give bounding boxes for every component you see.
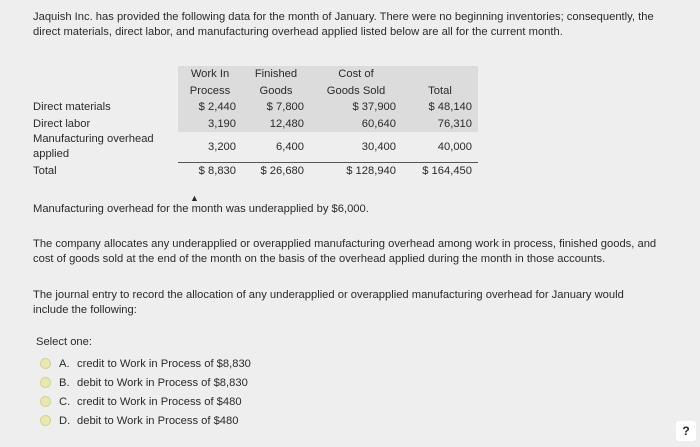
header-cell <box>402 66 478 83</box>
option-d[interactable] <box>40 411 251 430</box>
radio-button-icon[interactable] <box>40 377 51 388</box>
table-cell: $ 164,450 <box>402 162 478 179</box>
row-label: Manufacturing overhead applied <box>33 133 154 160</box>
option-letter: B. <box>59 376 70 389</box>
option-text: credit to Work in Process of $8,830 <box>77 357 251 370</box>
option-text: debit to Work in Process of $480 <box>77 414 239 427</box>
row-label: Total <box>33 164 57 177</box>
help-button[interactable]: ? <box>676 421 696 441</box>
allocation-paragraph: The company allocates any underapplied or overapplied manufacturing overhead among work in process, finished goods, and cost of goods sold at the end of the month on the basis of the overhead applied during the month in those accounts. <box>33 238 657 265</box>
select-one-label: Select one: <box>36 336 92 348</box>
header-cell: Process <box>178 83 242 100</box>
header-cell: Cost of <box>310 66 402 83</box>
cost-data-table <box>33 66 478 179</box>
header-cell: Total <box>402 83 478 100</box>
table-cell: $ 48,140 <box>402 99 478 116</box>
header-cell: Work In <box>178 66 242 83</box>
table-row <box>33 99 478 116</box>
table-cell: 3,200 <box>208 140 236 153</box>
row-label: Direct materials <box>33 101 111 114</box>
option-b[interactable] <box>40 373 251 392</box>
radio-button-icon[interactable] <box>40 358 51 369</box>
table-cell: $ 7,800 <box>242 99 310 116</box>
table-cell: $ 37,900 <box>310 99 402 116</box>
intro-paragraph: Jaquish Inc. has provided the following data for the month of January. There were no beginning inventories; consequently, the direct materials, direct labor, and manufacturing overhead applied listed below are all for the current month. <box>33 11 654 38</box>
radio-button-icon[interactable] <box>40 415 51 426</box>
table-cell: 6,400 <box>276 140 304 153</box>
table-header-row <box>33 83 478 100</box>
table-cell: $ 8,830 <box>178 162 242 179</box>
table-cell: 76,310 <box>402 116 478 133</box>
mouse-cursor-icon: ▲ <box>190 193 199 203</box>
header-cell: Goods Sold <box>310 83 402 100</box>
option-text: credit to Work in Process of $480 <box>77 395 242 408</box>
option-c[interactable] <box>40 392 251 411</box>
option-letter: D. <box>59 414 71 427</box>
table-header-row <box>33 66 478 83</box>
table-cell: 40,000 <box>437 140 472 153</box>
option-a[interactable] <box>40 354 251 373</box>
option-text: debit to Work in Process of $8,830 <box>77 376 248 389</box>
table-cell: 30,400 <box>361 140 396 153</box>
radio-button-icon[interactable] <box>40 396 51 407</box>
underapplied-statement: Manufacturing overhead for the month was underapplied by $6,000. <box>33 203 369 215</box>
table-cell: $ 128,940 <box>310 162 402 179</box>
header-cell: Finished <box>242 66 310 83</box>
option-letter: C. <box>59 395 71 408</box>
table-row-total <box>33 162 478 179</box>
row-label: Direct labor <box>33 117 91 130</box>
table-cell: $ 26,680 <box>242 162 310 179</box>
answer-options <box>36 336 251 430</box>
table-cell: $ 2,440 <box>178 99 242 116</box>
option-letter: A. <box>59 357 70 370</box>
header-cell: Goods <box>242 83 310 100</box>
question-prompt: The journal entry to record the allocation of any underapplied or overapplied manufacturing overhead for January would include the following: <box>33 289 624 316</box>
table-cell: 12,480 <box>242 116 310 133</box>
table-cell: 60,640 <box>310 116 402 133</box>
table-row <box>33 116 478 133</box>
table-cell: 3,190 <box>178 116 242 133</box>
table-row <box>33 132 478 162</box>
